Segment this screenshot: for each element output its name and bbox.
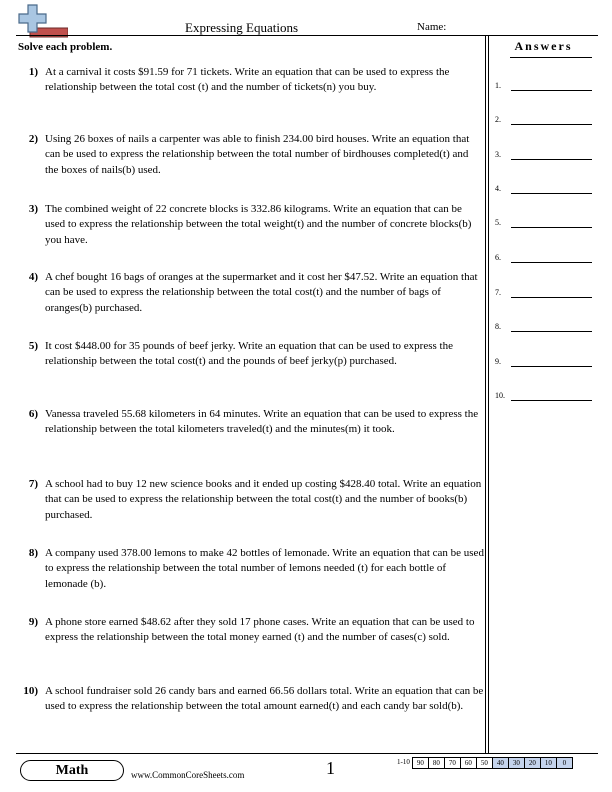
answer-number: 4. [495,184,501,193]
problem-item [18,615,484,646]
problem-item [18,339,484,370]
answer-blank-4[interactable] [495,180,595,194]
answer-number: 9. [495,357,501,366]
problem-number: 4) [28,271,38,283]
answer-blank-2[interactable] [495,111,595,125]
score-cell: 80 [428,757,445,769]
answer-number: 7. [495,288,501,297]
problem-item [18,132,484,178]
score-cell: 90 [412,757,429,769]
score-cell: 70 [444,757,461,769]
answer-blank-5[interactable] [495,214,595,228]
problem-number: 5) [28,340,38,352]
answer-blank-7[interactable] [495,284,595,298]
problem-number: 9) [28,616,38,628]
answer-number: 1. [495,81,501,90]
problem-item [18,684,484,715]
score-cell: 20 [524,757,541,769]
problem-number: 8) [28,547,38,559]
score-cell: 0 [556,757,573,769]
problem-number: 3) [28,203,38,215]
answer-blank-6[interactable] [495,249,595,263]
score-table [397,757,573,769]
score-cell: 60 [460,757,477,769]
score-cell: 50 [476,757,493,769]
problem-text: A phone store earned $48.62 after they sold 17 phone cases. Write an equation that can be used to express the relationship between the total money earned (t) and the number of cases(c) sold. [45,616,475,644]
problem-text: Vanessa traveled 55.68 kilometers in 64 minutes. Write an equation that can be used to express the relationship between the total kilometers traveled(t) and the minutes(m) it took. [45,408,479,436]
problem-text: A company used 378.00 lemons to make 42 bottles of lemonade. Write an equation that can be used to express the relationship between the total number of lemons needed (t) for each bottle of lemonade (b). [45,547,484,590]
page-number: 1 [326,758,335,778]
answer-number: 10. [495,391,505,400]
website-link[interactable]: www.CommonCoreSheets.com [131,770,245,780]
answer-number: 2. [495,115,501,124]
score-cell: 10 [540,757,557,769]
problem-item [18,546,484,592]
worksheet-title: Expressing Equations [185,20,299,35]
problem-item [18,270,484,316]
answer-number: 5. [495,218,501,227]
problem-text: At a carnival it costs $91.59 for 71 tickets. Write an equation that can be used to express the relationship between the total cost (t) and the number of tickets(n) you buy. [45,66,450,94]
problem-text: A school had to buy 12 new science books and it ended up costing $428.40 total. Write an equation that can be used to express the relationship between the total cost(t) and the number of books(b) purchased. [45,478,482,521]
header-divider [16,35,598,36]
problem-item [18,407,484,438]
problem-item [18,202,484,248]
answer-blank-8[interactable] [495,318,595,332]
problem-number: 1) [28,66,38,78]
column-divider [488,35,489,753]
problem-text: Using 26 boxes of nails a carpenter was able to finish 234.00 bird houses. Write an equation that can be used to express the relationship between the total number of birdhouses completed(t) and the boxes of nails(b) used. [45,133,470,176]
answer-blank-9[interactable] [495,353,595,367]
score-range-label: 1-10 [397,758,410,766]
problem-item [18,65,484,96]
answer-number: 3. [495,150,501,159]
answers-heading: Answers [514,39,573,53]
answer-blank-10[interactable] [495,387,595,401]
column-divider [485,35,486,753]
score-cell: 30 [508,757,525,769]
problem-number: 7) [28,478,38,490]
problem-number: 2) [28,133,38,145]
score-cell: 40 [492,757,509,769]
problem-text: A school fundraiser sold 26 candy bars and earned 66.56 dollars total. Write an equation that can be used to express the relationship between the total amount earned(t) and each candy bar sold(b). [45,685,484,713]
problem-text: The combined weight of 22 concrete blocks is 332.86 kilograms. Write an equation that can be used to express the relationship between the total weight(t) and the number of concrete blocks(b) you have. [45,203,472,246]
answers-heading-underline [510,57,592,58]
answer-number: 8. [495,322,501,331]
subject-badge: Math [20,760,124,781]
problem-item [18,477,484,523]
answer-blank-3[interactable] [495,146,595,160]
math-plus-logo-icon [18,4,68,38]
instructions: Solve each problem. [18,41,113,53]
footer-divider [16,753,598,754]
problem-text: It cost $448.00 for 35 pounds of beef jerky. Write an equation that can be used to express the relationship between the total cost(t) and the pounds of beef jerky(p) purchased. [45,340,453,368]
problem-number: 10) [23,685,38,697]
problem-number: 6) [28,408,38,420]
answer-number: 6. [495,253,501,262]
name-label: Name: [417,21,447,33]
answer-blank-1[interactable] [495,77,595,91]
problem-text: A chef bought 16 bags of oranges at the supermarket and it cost her $47.52. Write an equation that can be used to express the relationship between the total cost(t) and the number of bags of oranges(b) purchased. [45,271,478,314]
